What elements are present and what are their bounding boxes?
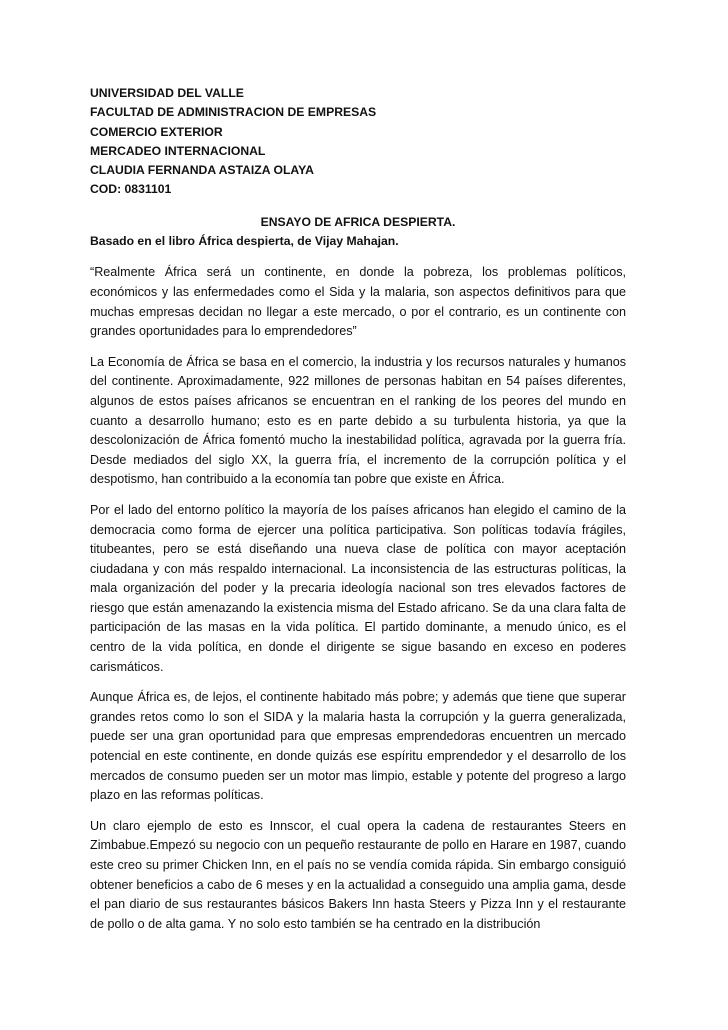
essay-paragraph-opportunity: Aunque África es, de lejos, el continente habitado más pobre; y además que tiene que superar grandes retos como lo son el SIDA y la malaria hasta la corrupción y la guerra generalizada, puede ser una gran oportunidad para que empresas emprendedoras encuentren un mercado potencial en este continente, en donde quizás ese espíritu emprendedor y el desarrollo de los mercados de consumo pueden ser un motor mas limpio, estable y potente del progreso a largo plazo en las reformas políticas. — [90, 690, 626, 803]
subject-name: MERCADEO INTERNACIONAL — [90, 143, 266, 158]
essay-quote: “Realmente África será un continente, en donde la pobreza, los problemas políticos, económicos y las enfermedades como el Sida y la malaria, son aspectos definitivos para que muchas empresas decidan no llegar a este mercado, o por el contrario, es un continente con grandes oportunidades para lo emprendedores” — [90, 265, 626, 339]
author-name: CLAUDIA FERNANDA ASTAIZA OLAYA — [90, 163, 314, 178]
document-page — [90, 84, 626, 934]
essay-title: ENSAYO DE AFRICA DESPIERTA. — [260, 214, 456, 229]
university-name: UNIVERSIDAD DEL VALLE — [90, 86, 244, 100]
essay-paragraph-economy: La Economía de África se basa en el comercio, la industria y los recursos naturales y humanos del continente. Aproximadamente, 922 millones de personas habitan en 54 países diferentes, algunos de estos países africanos se encuentran en el ranking de los peores del mundo en cuanto a desarrollo humano; esto es en parte debido a su turbulenta historia, ya que la descolonización de África fomentó mucho la inestabilidad política, agravada por la guerra fría. Desde mediados del siglo XX, la guerra fría, el incremento de la corrupción política y el despotismo, han contribuido a la economía tan pobre que existe en África. — [90, 354, 626, 487]
course-name: COMERCIO EXTERIOR — [90, 124, 223, 139]
document-header — [90, 84, 626, 200]
faculty-name: FACULTAD DE ADMINISTRACION DE EMPRESAS — [90, 105, 377, 120]
student-code: COD: 0831101 — [90, 182, 172, 197]
essay-subtitle: Basado en el libro África despierta, de Vijay Mahajan. — [90, 234, 399, 249]
essay-paragraph-innscor: Un claro ejemplo de esto es Innscor, el cual opera la cadena de restaurantes Steers en Zimbabue.Empezó su negocio con un pequeño restaurante de pollo en Harare en 1987, cuando este creo su primer Chicken Inn, en el país no se vendía comida rápida. Sin embargo consiguió obtener beneficios a cabo de 6 meses y en la actualidad a conseguido una amplia gama, desde el pan diario de sus restaurantes básicos Bakers Inn hasta Steers y Pizza Inn y el restaurante de pollo o de alta gama. Y no solo esto también se ha centrado en la distribución — [90, 818, 626, 931]
essay-paragraph-politics: Por el lado del entorno político la mayoría de los países africanos han elegido el camino de la democracia como forma de ejercer una política participativa. Son políticas todavía frágiles, titubeantes, pero se está diseñando una nueva clase de política con mayor aceptación ciudadana y con más respaldo internacional. La inconsistencia de las estructuras políticas, la mala organización del poder y la precaria ideología nacional son tres elevados factores de riesgo que están amenazando la existencia misma del Estado africano. Se da una clara falta de participación de las masas en la vida política. El partido dominante, a menudo único, es el centro de la vida política, en donde el dirigente se sigue basando en exceso en poderes carismáticos. — [90, 502, 626, 674]
